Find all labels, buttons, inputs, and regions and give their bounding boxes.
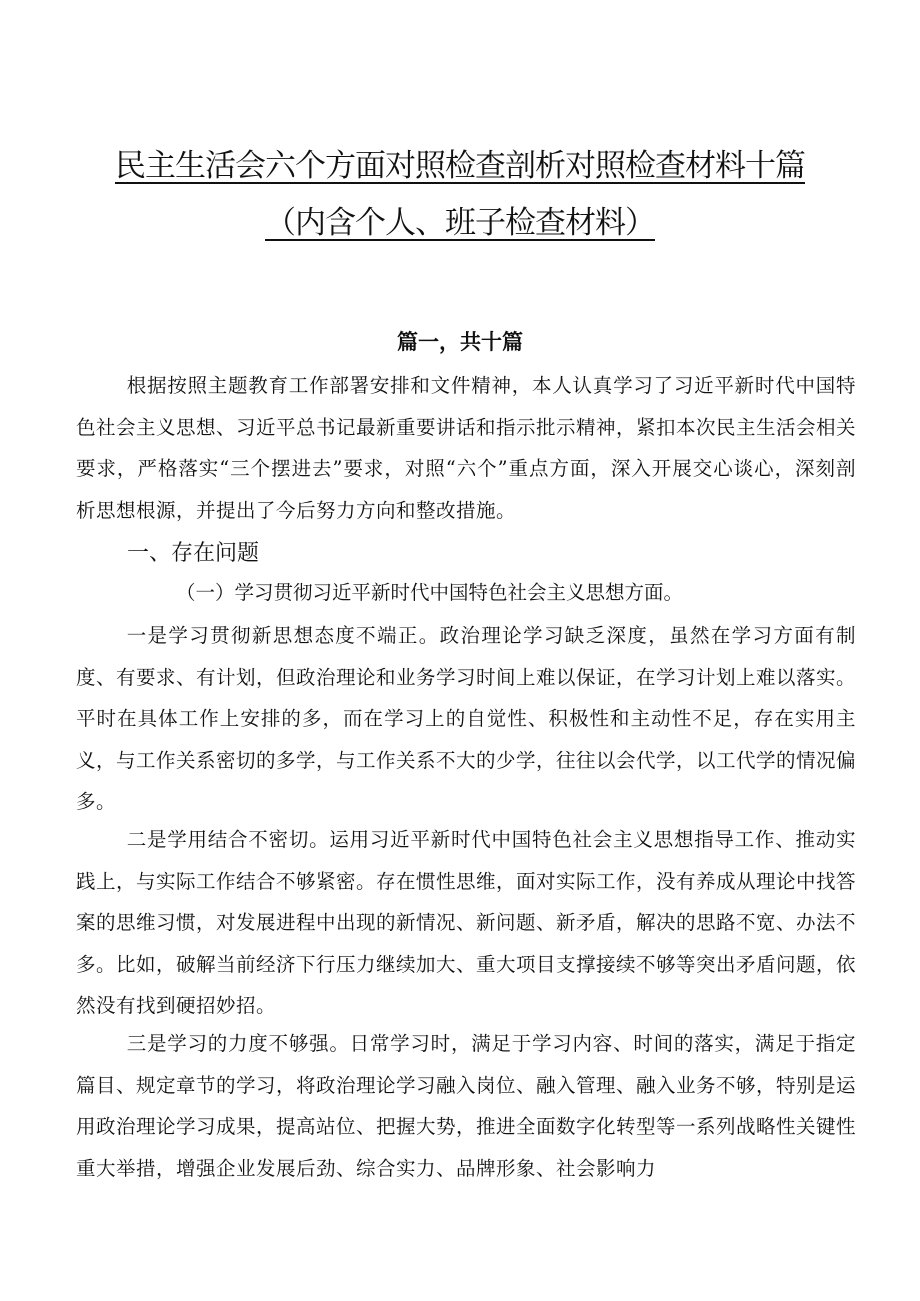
intro-paragraph: 根据按照主题教育工作部署安排和文件精神，本人认真学习了习近平新时代中国特色社会主义思想、习近平总书记最新重要讲话和指示批示精神，紧扣本次民主生活会相关要求，严格落实“三个摆进去”要求，对照“六个”重点方面，深入开展交心谈心，深刻剖析思想根源，并提出了今后努力方向和整改措施。: [76, 374, 857, 522]
title-line2-text: （内含个人、班子检查材料）: [265, 205, 655, 241]
paragraph-two: 二是学用结合不密切。运用习近平新时代中国特色社会主义思想指导工作、推动实践上，与实际工作结合不够紧密。存在惯性思维，面对实际工作，没有养成从理论中找答案的思维习惯，对发展进程中出现的新情况、新问题、新矛盾，解决的思路不宽、办法不多。比如，破解当前经济下行压力继续加大、重大项目支撑接续不够等突出矛盾问题，依然没有找到硬招妙招。: [76, 828, 857, 1017]
paragraph-three: 三是学习的力度不够强。日常学习时，满足于学习内容、时间的落实，满足于指定篇目、规定章节的学习，将政治理论学习融入岗位、融入管理、融入业务不够，特别是运用政治理论学习成果，提高站位、把握大势，推进全面数字化转型等一系列战略性关键性重大举措，增强企业发展后劲、综合实力、品牌形象、社会影响力: [76, 1032, 857, 1180]
paragraph-one: 一是学习贯彻新思想态度不端正。政治理论学习缺乏深度，虽然在学习方面有制度、有要求、有计划，但政治理论和业务学习时间上难以保证，在学习计划上难以落实。平时在具体工作上安排的多，而在学习上的自觉性、积极性和主动性不足，存在实用主义，与工作关系密切的多学，与工作关系不大的少学，往往以会代学，以工代学的情况偏多。: [76, 624, 857, 813]
section-heading: 一、存在问题: [127, 541, 260, 566]
document-title-line1: [0, 140, 920, 185]
chapter-heading: 篇一，共十篇: [397, 330, 523, 354]
title-line1-text: 民主生活会六个方面对照检查剖析对照检查材料十篇: [115, 148, 805, 184]
document-title-line2: [0, 197, 920, 242]
subsection-heading: （一）学习贯彻习近平新时代中国特色社会主义思想方面。: [176, 581, 684, 604]
